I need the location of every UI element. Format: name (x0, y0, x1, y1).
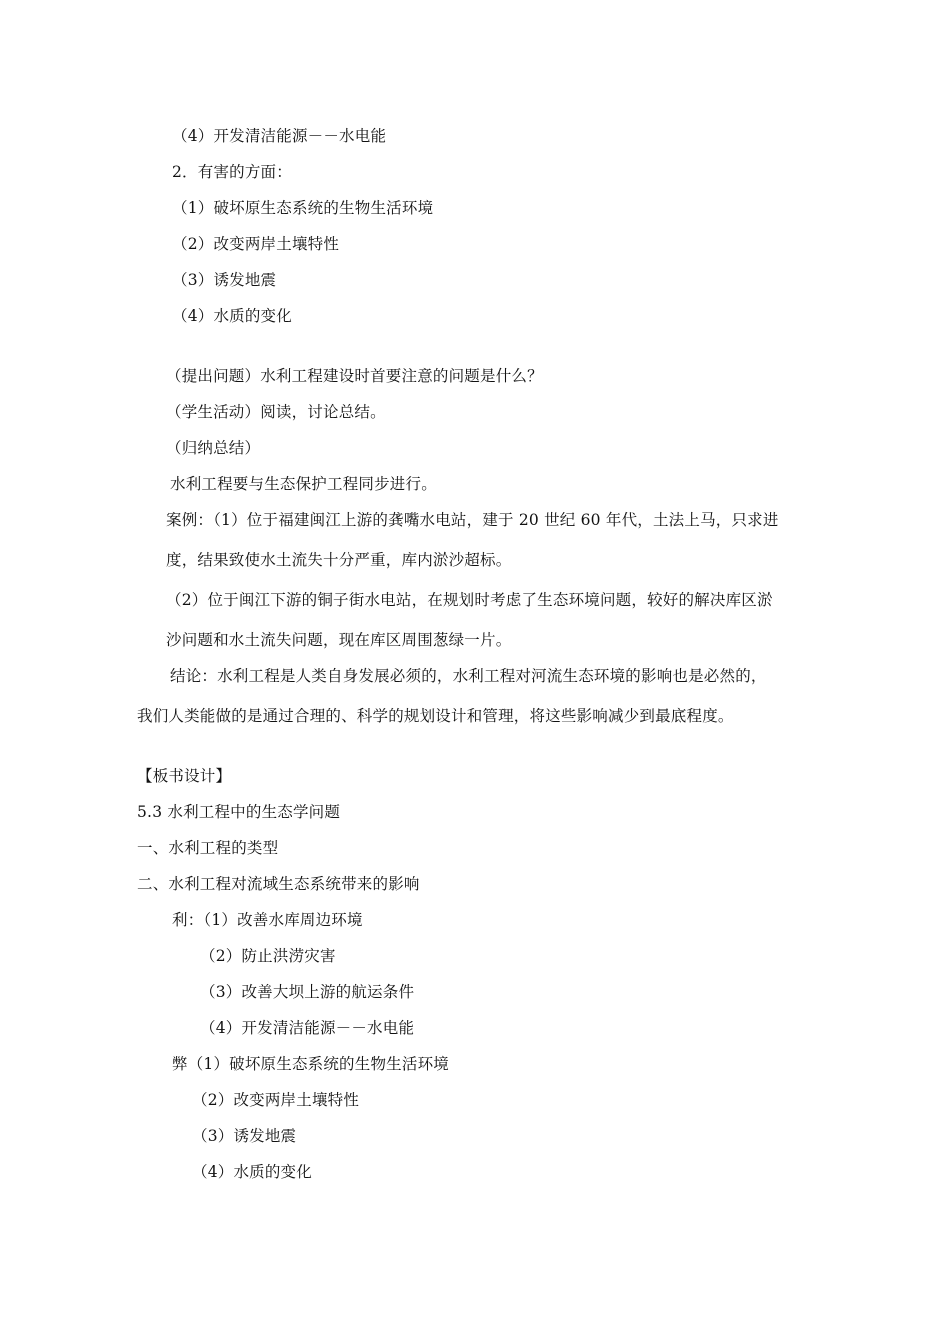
case1-line-2: 度，结果致使水土流失十分严重，库内淤沙超标。 (166, 551, 512, 569)
discussion-summary-label: （归纳总结） (166, 439, 261, 457)
harmful-item-1: （1）破坏原生态系统的生物生活环境 (172, 199, 434, 217)
harmful-item-4: （4）水质的变化 (172, 307, 292, 325)
discussion-summary-text: 水利工程要与生态保护工程同步进行。 (170, 475, 437, 493)
harmful-item-2: （2）改变两岸土壤特性 (172, 235, 340, 253)
board-harm-item-3: （3）诱发地震 (192, 1127, 297, 1145)
board-harm-first: 弊（1）破坏原生态系统的生物生活环境 (172, 1055, 449, 1073)
board-benefit-item-2: （2）防止洪涝灾害 (200, 947, 336, 965)
board-design-heading: 【板书设计】 (137, 767, 232, 785)
discussion-question: （提出问题）水利工程建设时首要注意的问题是什么？ (166, 367, 543, 385)
board-benefit-item-3: （3）改善大坝上游的航运条件 (200, 983, 415, 1001)
board-harm-item-2: （2）改变两岸土壤特性 (192, 1091, 360, 1109)
conclusion-line-2: 我们人类能做的是通过合理的、科学的规划设计和管理，将这些影响减少到最底程度。 (137, 707, 734, 725)
case1-line-1: 案例：（1）位于福建闽江上游的龚嘴水电站，建于 20 世纪 60 年代，土法上马，只求进 (166, 511, 779, 529)
case2-line-1: （2）位于闽江下游的铜子街水电站，在规划时考虑了生态环境问题，较好的解决库区淤 (166, 591, 773, 609)
board-harm-item-4: （4）水质的变化 (192, 1163, 312, 1181)
board-benefit-first: 利：（1）改善水库周边环境 (172, 911, 363, 929)
board-section-2: 二、水利工程对流域生态系统带来的影响 (137, 875, 420, 893)
case2-line-2: 沙问题和水土流失问题，现在库区周围葱绿一片。 (166, 631, 512, 649)
board-design-title: 5.3 水利工程中的生态学问题 (137, 803, 341, 821)
board-benefit-item-4: （4）开发清洁能源－－水电能 (200, 1019, 415, 1037)
harmful-heading: 2．有害的方面： (172, 163, 292, 181)
harmful-item-3: （3）诱发地震 (172, 271, 277, 289)
board-section-1: 一、水利工程的类型 (137, 839, 279, 857)
benefit-item-4: （4）开发清洁能源－－水电能 (172, 127, 387, 145)
conclusion-line-1: 结论：水利工程是人类自身发展必须的，水利工程对河流生态环境的影响也是必然的， (170, 667, 767, 685)
discussion-activity: （学生活动）阅读，讨论总结。 (166, 403, 386, 421)
